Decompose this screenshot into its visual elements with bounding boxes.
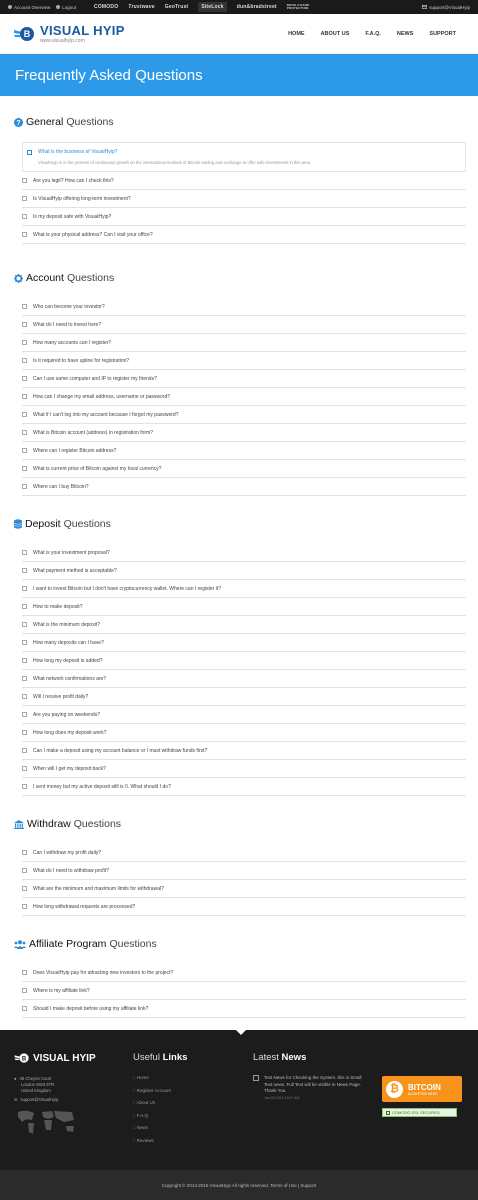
faq-item[interactable]: Is it required to have upline for registration? <box>22 352 466 370</box>
svg-text:?: ? <box>16 117 21 127</box>
bitcoin-icon: ₿ <box>386 1081 403 1098</box>
comodo-badge: COMODO <box>94 4 119 10</box>
faq-item[interactable]: What network confirmations are? <box>22 670 466 688</box>
collapse-icon <box>27 150 32 155</box>
faq-item[interactable]: Can I use same computer and IP to register my friends? <box>22 370 466 388</box>
expand-icon <box>22 1006 27 1011</box>
expand-icon <box>22 196 27 201</box>
expand-icon <box>22 340 27 345</box>
expand-icon <box>22 448 27 453</box>
footer-link-about[interactable]: :: About Us <box>133 1100 156 1105</box>
site-footer <box>0 1030 478 1170</box>
footer-links-heading: Useful Links <box>133 1052 188 1063</box>
faq-item[interactable]: Who can become your investor? <box>22 298 466 316</box>
footer-links <box>133 1052 233 1150</box>
expand-icon <box>22 376 27 381</box>
faq-item[interactable]: How long withdrawal requests are processed? <box>22 898 466 916</box>
bank-icon <box>14 820 24 829</box>
section-title: Deposit Questions <box>14 518 472 530</box>
faq-item[interactable]: How can I change my email address, username or password? <box>22 388 466 406</box>
faq-item[interactable]: What if I can't log into my account because I forgot my password? <box>22 406 466 424</box>
expand-icon <box>22 604 27 609</box>
footer-link-reviews[interactable]: :: Reviews <box>133 1137 154 1143</box>
expand-icon <box>22 232 27 237</box>
footer-contact <box>14 1052 114 1141</box>
footer-news-heading: Latest News <box>253 1052 307 1063</box>
bitcoin-accepted-badge: ₿ BITCOIN ACCEPTED HERE <box>382 1076 462 1102</box>
faq-item[interactable]: Can I withdraw my profit daily? <box>22 844 466 862</box>
faq-answer: VisualHyip is in the process of continuous growth on the international markets of Bitcoin trading and exchange to offer safe investments in this area. <box>38 160 312 165</box>
expand-icon <box>22 550 27 555</box>
expand-icon <box>22 412 27 417</box>
footer-address: ● 39 Cheyne Court London SW3 5TR United Kingdom ✉ support@VisualHyip <box>14 1076 114 1103</box>
expand-icon <box>22 484 27 489</box>
footer-logo[interactable]: B VISUAL HYIP <box>14 1052 114 1064</box>
lock-icon <box>56 5 60 9</box>
gear-icon <box>14 274 23 283</box>
footer-link-faq[interactable]: :: F.A.Q. <box>133 1112 150 1118</box>
security-badges <box>94 2 321 12</box>
envelope-icon: ✉ <box>14 1097 18 1102</box>
svg-text:B: B <box>23 28 31 39</box>
page-banner <box>0 54 478 96</box>
users-icon <box>14 940 26 949</box>
support-email-link[interactable]: support@VisualHyip <box>422 5 470 10</box>
svg-text:B: B <box>21 1056 27 1063</box>
logout-link[interactable]: Logout <box>56 5 76 10</box>
nav-faq[interactable]: F.A.Q. <box>365 30 381 37</box>
expand-icon <box>22 322 27 327</box>
faq-item[interactable]: Is my deposit safe with VisualHyip? <box>22 208 466 226</box>
footer-link-register[interactable]: :: Register Account <box>133 1087 171 1093</box>
faq-section-affiliate <box>14 938 472 1018</box>
faq-item[interactable]: How many deposits can I have? <box>22 634 466 652</box>
faq-item[interactable]: Will I receive profit daily? <box>22 688 466 706</box>
expand-icon <box>22 178 27 183</box>
ddos-guard-badge: DDOS GUARD PROTECTION <box>286 2 310 10</box>
copyright-bar: Copyright © 2014-2016 VisualHyip All rights reserved. Terms of Use | Support <box>0 1170 478 1200</box>
expand-icon <box>22 766 27 771</box>
expand-icon <box>22 694 27 699</box>
site-logo[interactable] <box>14 23 125 44</box>
faq-item[interactable]: How many accounts can I register? <box>22 334 466 352</box>
database-icon <box>14 519 22 529</box>
geotrust-badge: GeoTrust <box>164 4 189 10</box>
expand-icon <box>22 676 27 681</box>
faq-item[interactable]: What is current price of Bitcoin against my local currency? <box>22 460 466 478</box>
expand-icon <box>22 586 27 591</box>
main-nav <box>280 31 464 37</box>
nav-home[interactable]: HOME <box>288 30 305 37</box>
expand-icon <box>22 850 27 855</box>
sitelock-badge: SiteLock <box>198 2 226 12</box>
page-title: Frequently Asked Questions <box>15 66 203 84</box>
dnb-badge: dun&bradstreet <box>236 4 277 10</box>
faq-item[interactable]: Where is my affiliate link? <box>22 982 466 1000</box>
faq-item[interactable]: How long does my deposit work? <box>22 724 466 742</box>
faq-item[interactable]: I want to invest Bitcoin but I don't have cryptocurrency wallet. Where can I register it? <box>22 580 466 598</box>
section-title: ? General Questions <box>14 116 472 128</box>
faq-item[interactable]: Where can I buy Bitcoin? <box>22 478 466 496</box>
expand-icon <box>22 466 27 471</box>
expand-icon <box>22 568 27 573</box>
expand-icon <box>22 640 27 645</box>
expand-icon <box>22 712 27 717</box>
faq-section-withdraw <box>14 818 472 916</box>
expand-icon <box>22 868 27 873</box>
faq-item[interactable]: How to make deposit? <box>22 598 466 616</box>
faq-item[interactable]: I sent money but my active deposit still is 0. What should I do? <box>22 778 466 796</box>
bitcoin-wings-logo-icon <box>14 24 36 44</box>
question-circle-icon <box>14 118 23 127</box>
world-map-icon <box>14 1108 78 1136</box>
faq-item-open[interactable]: What is the business of VisualHyip? VisualHyip is in the process of continuous growth on the international markets of Bitcoin trading and exchange to offer safe investments in this area. <box>22 142 466 172</box>
faq-item[interactable]: Does VisualHyip pay for attracting new investors to the project? <box>22 964 466 982</box>
faq-item[interactable]: Should I make deposit before using my affiliate link? <box>22 1000 466 1018</box>
footer-badges <box>382 1076 467 1117</box>
faq-item[interactable]: What is the minimum deposit? <box>22 616 466 634</box>
faq-content <box>0 116 478 1018</box>
footer-news <box>253 1052 363 1100</box>
expand-icon <box>22 904 27 909</box>
envelope-icon <box>422 5 427 9</box>
faq-item[interactable]: What are the minimum and maximum limits for withdrawal? <box>22 880 466 898</box>
section-title: Account Questions <box>14 272 472 284</box>
faq-item[interactable]: What do I need to invest here? <box>22 316 466 334</box>
section-title: Withdraw Questions <box>14 818 472 830</box>
footer-link-home[interactable]: :: Home <box>133 1075 149 1080</box>
expand-icon <box>22 394 27 399</box>
expand-icon <box>22 730 27 735</box>
expand-icon <box>22 622 27 627</box>
top-bar <box>0 0 478 14</box>
faq-item[interactable]: Are you legit? How can I check this? <box>22 172 466 190</box>
faq-section-account <box>14 272 472 496</box>
news-icon <box>253 1075 259 1081</box>
user-icon <box>8 5 12 9</box>
expand-icon <box>22 214 27 219</box>
expand-icon <box>22 658 27 663</box>
site-header <box>0 14 478 54</box>
faq-item[interactable]: What is your physical address? Can I visit your office? <box>22 226 466 244</box>
expand-icon <box>22 970 27 975</box>
footer-email-link[interactable]: ✉ support@VisualHyip <box>14 1097 59 1102</box>
faq-item[interactable]: Is VisualHyip offering long-term investment? <box>22 190 466 208</box>
faq-item[interactable]: Where can I register Bitcoin address? <box>22 442 466 460</box>
faq-item[interactable]: What is Bitcoin account (address) in registration form? <box>22 424 466 442</box>
expand-icon <box>22 886 27 891</box>
expand-icon <box>22 784 27 789</box>
expand-icon <box>22 304 27 309</box>
bitcoin-wings-logo-icon <box>14 1052 30 1064</box>
map-marker-icon: ● <box>14 1076 17 1081</box>
ssl-secured-badge: COMODO SSL SECURED <box>382 1108 457 1117</box>
logo-url: www.visualhyip.com <box>40 38 85 44</box>
nav-news[interactable]: NEWS <box>396 30 414 37</box>
section-title: Affiliate Program Questions <box>14 938 472 950</box>
expand-icon <box>22 748 27 753</box>
expand-icon <box>22 430 27 435</box>
lock-icon <box>386 1111 390 1115</box>
faq-section-general <box>14 116 472 244</box>
expand-icon <box>22 988 27 993</box>
trustwave-badge: Trustwave <box>128 4 155 10</box>
faq-item[interactable]: How long my deposit is added? <box>22 652 466 670</box>
footer-link-news[interactable]: :: News <box>133 1125 149 1130</box>
faq-item[interactable]: What payment method is acceptable? <box>22 562 466 580</box>
faq-item[interactable]: Can I make a deposit using my account balance or I must withdraw funds first? <box>22 742 466 760</box>
logo-name: VISUAL HYIP <box>40 23 125 38</box>
faq-item[interactable]: When will I get my deposit back? <box>22 760 466 778</box>
faq-item[interactable]: What do I need to withdraw profit? <box>22 862 466 880</box>
faq-section-deposit <box>14 518 472 796</box>
faq-item[interactable]: What is your investment proposal? <box>22 544 466 562</box>
faq-item[interactable]: Are you paying on weekends? <box>22 706 466 724</box>
nav-about-us[interactable]: ABOUT US <box>320 30 350 37</box>
account-overview-link[interactable]: Account Overview <box>8 5 50 10</box>
news-item[interactable]: Test News for Checking the System. this is Small Text news. Full Text will be visible in News Page. Thank You. Jan-03-2016 10:07 AM <box>253 1075 363 1100</box>
footer-notch <box>236 1030 246 1035</box>
nav-support[interactable]: SUPPORT <box>429 30 456 37</box>
expand-icon <box>22 358 27 363</box>
